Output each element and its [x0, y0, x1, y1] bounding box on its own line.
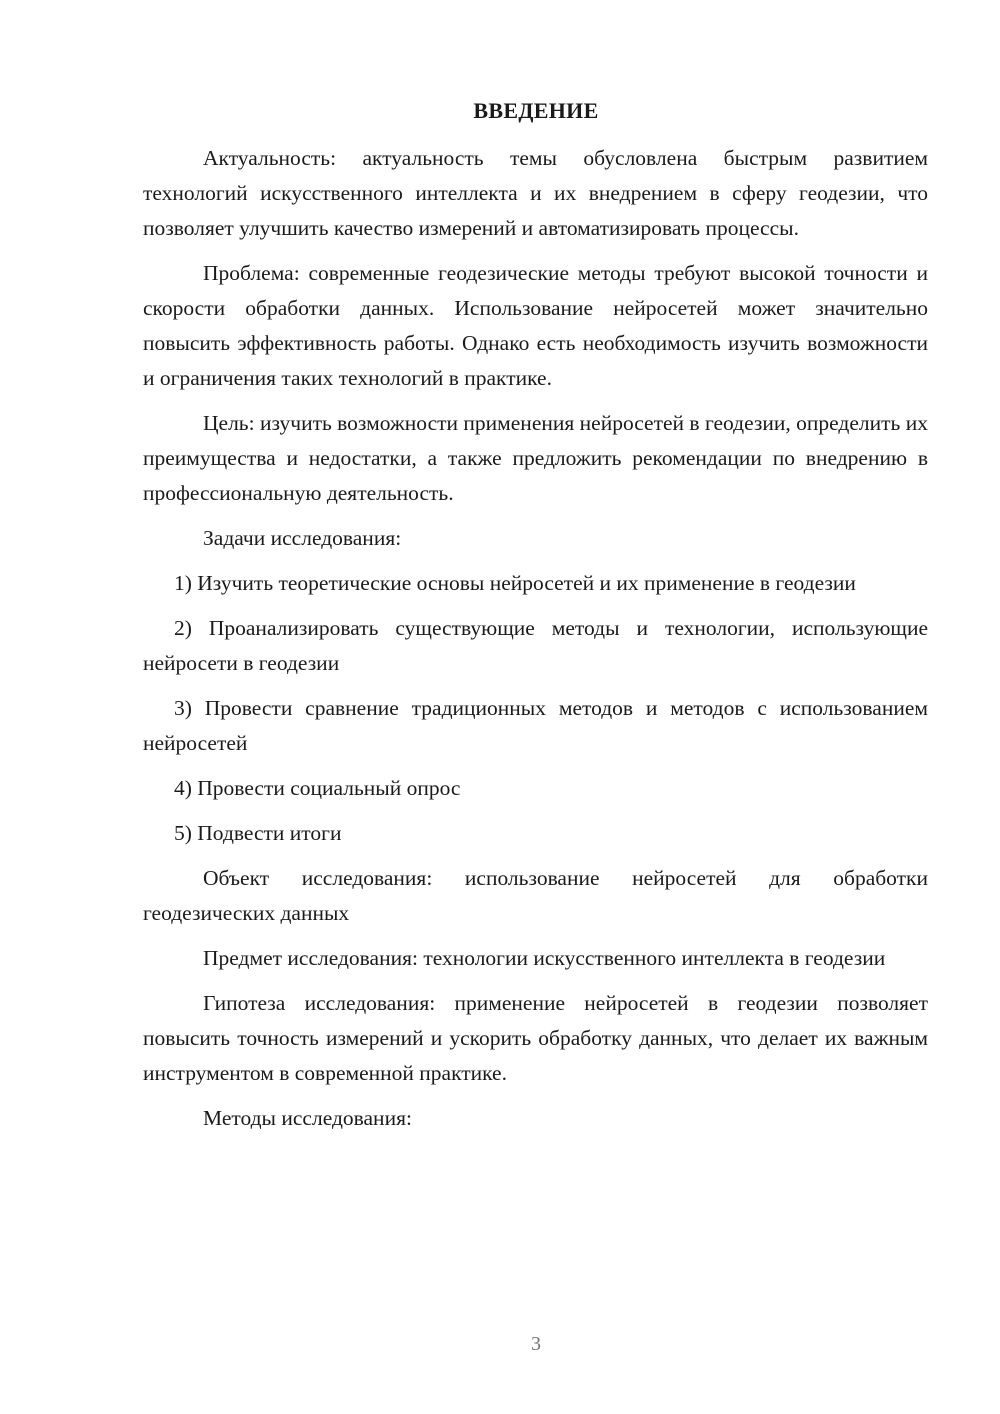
problem-paragraph: Проблема: современные геодезические методы требуют высокой точности и скорости обработки данных. Использование нейросетей может значительно повысить эффективность работы. Однако есть необходимость изучить возможности и ограничения таких технологий в практике. — [143, 261, 928, 390]
task-item: 4) Провести социальный опрос — [174, 776, 461, 800]
goal-paragraph: Цель: изучить возможности применения нейросетей в геодезии, определить их преимущества и недостатки, а также предложить рекомендации по внедрению в профессиональную деятельность. — [143, 411, 928, 505]
page-number: 3 — [531, 1333, 541, 1355]
body-text — [143, 141, 928, 1146]
relevance-paragraph: Актуальность: актуальность темы обусловлена быстрым развитием технологий искусственного интеллекта и их внедрением в сферу геодезии, что позволяет улучшить качество измерений и автоматизировать процессы. — [143, 146, 928, 240]
task-item: 3) Провести сравнение традиционных методов и методов с использованием нейросетей — [143, 696, 928, 755]
task-item: 5) Подвести итоги — [174, 821, 342, 845]
section-heading: ВВЕДЕНИЕ — [473, 98, 599, 123]
task-item: 1) Изучить теоретические основы нейросетей и их применение в геодезии — [174, 571, 856, 595]
task-item: 2) Проанализировать существующие методы и технологии, использующие нейросети в геодезии — [143, 616, 928, 675]
subject-paragraph: Предмет исследования: технологии искусственного интеллекта в геодезии — [203, 946, 886, 970]
methods-paragraph: Методы исследования: — [203, 1106, 412, 1130]
hypothesis-paragraph: Гипотеза исследования: применение нейросетей в геодезии позволяет повысить точность измерений и ускорить обработку данных, что делает их важным инструментом в современной практике. — [143, 991, 928, 1085]
tasks-intro-paragraph: Задачи исследования: — [203, 526, 402, 550]
object-paragraph: Объект исследования: использование нейросетей для обработки геодезических данных — [143, 866, 928, 925]
